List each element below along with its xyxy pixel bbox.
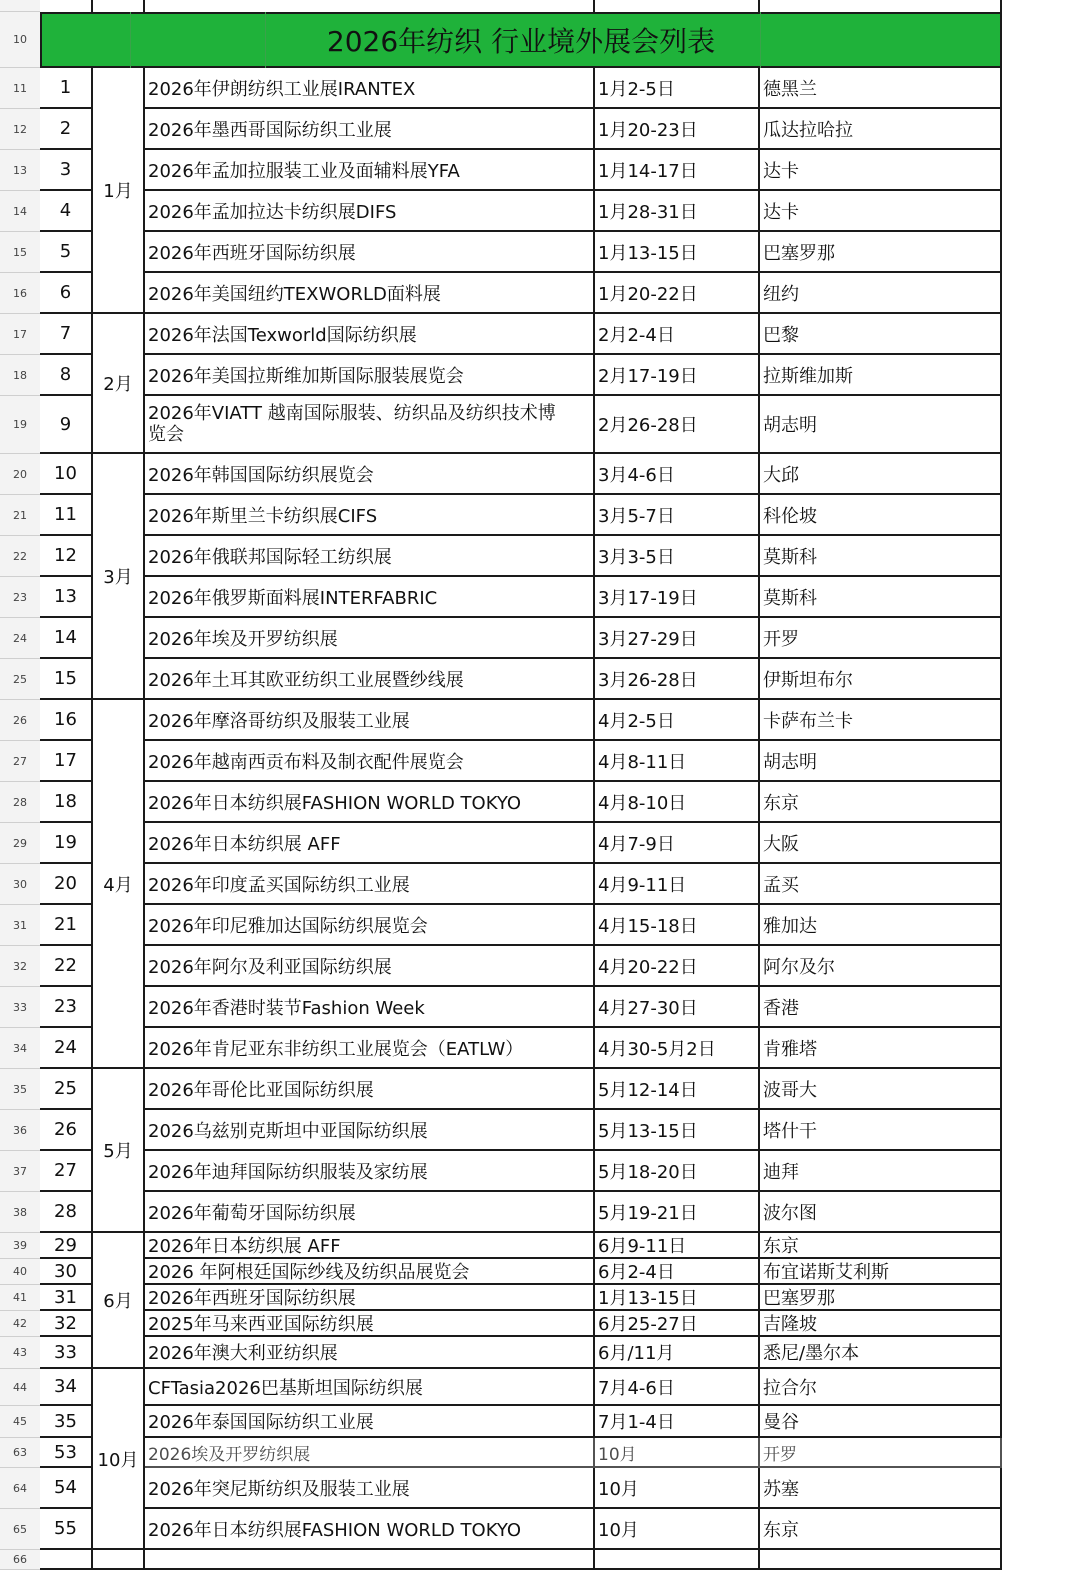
- sheet-title-text: 2026年纺织 行业境外展会列表: [326, 25, 716, 58]
- cell-date[interactable]: 2月26-28日: [595, 396, 760, 454]
- cell-city[interactable]: 开罗: [760, 618, 1002, 659]
- cell-exhibition-name[interactable]: 2026年VIATT 越南国际服装、纺织品及纺织技术博览会: [145, 396, 595, 454]
- row-header[interactable]: 32: [0, 946, 40, 987]
- row-header[interactable]: 23: [0, 577, 40, 618]
- cell-city[interactable]: 曼谷: [760, 1406, 1002, 1438]
- cell-date[interactable]: 3月17-19日: [595, 577, 760, 618]
- row-header[interactable]: 28: [0, 782, 40, 823]
- row-header[interactable]: 14: [0, 191, 40, 232]
- month-cell[interactable]: 3月: [93, 454, 145, 700]
- cell-exhibition-name[interactable]: 2026乌兹别克斯坦中亚国际纺织展: [145, 1110, 595, 1151]
- cell-index[interactable]: 26: [40, 1110, 93, 1151]
- cell-date[interactable]: 1月14-17日: [595, 150, 760, 191]
- cell-date[interactable]: 5月13-15日: [595, 1110, 760, 1151]
- cell-index[interactable]: 6: [40, 273, 93, 314]
- cell-index[interactable]: 53: [40, 1438, 93, 1468]
- cell-date[interactable]: 3月3-5日: [595, 536, 760, 577]
- cell-index[interactable]: 18: [40, 782, 93, 823]
- cell-exhibition-name[interactable]: [145, 1550, 595, 1570]
- cell-city[interactable]: 科伦坡: [760, 495, 1002, 536]
- cell-city[interactable]: 香港: [760, 987, 1002, 1028]
- cell-exhibition-name[interactable]: 2026年日本纺织展 AFF: [145, 1233, 595, 1259]
- cell-index[interactable]: 28: [40, 1192, 93, 1233]
- row-header[interactable]: 34: [0, 1028, 40, 1069]
- cell-exhibition-name[interactable]: 2026年肯尼亚东非纺织工业展览会（EATLW）: [145, 1028, 595, 1069]
- cell-city[interactable]: 莫斯科: [760, 577, 1002, 618]
- row-header[interactable]: 37: [0, 1151, 40, 1192]
- row-header[interactable]: 11: [0, 68, 40, 109]
- top-strip-cell[interactable]: [93, 0, 145, 12]
- cell-date[interactable]: 1月13-15日: [595, 1285, 760, 1311]
- month-cell[interactable]: 4月: [93, 700, 145, 1069]
- row-header[interactable]: 18: [0, 355, 40, 396]
- cell-exhibition-name[interactable]: 2026年香港时装节Fashion Week: [145, 987, 595, 1028]
- cell-exhibition-name[interactable]: 2026年美国纽约TEXWORLD面料展: [145, 273, 595, 314]
- cell-date[interactable]: 3月5-7日: [595, 495, 760, 536]
- cell-date[interactable]: 4月30-5月2日: [595, 1028, 760, 1069]
- cell-date[interactable]: 7月1-4日: [595, 1406, 760, 1438]
- row-header[interactable]: 19: [0, 396, 40, 454]
- cell-index[interactable]: 13: [40, 577, 93, 618]
- row-header[interactable]: 12: [0, 109, 40, 150]
- cell-index[interactable]: 55: [40, 1509, 93, 1550]
- cell-date[interactable]: 6月25-27日: [595, 1311, 760, 1337]
- cell-index[interactable]: 1: [40, 68, 93, 109]
- cell-date[interactable]: 6月/11月: [595, 1337, 760, 1369]
- cell-exhibition-name[interactable]: 2026年葡萄牙国际纺织展: [145, 1192, 595, 1233]
- cell-index[interactable]: 24: [40, 1028, 93, 1069]
- cell-city[interactable]: 大邱: [760, 454, 1002, 495]
- cell-exhibition-name[interactable]: 2026年越南西贡布料及制衣配件展览会: [145, 741, 595, 782]
- top-strip-cell[interactable]: [40, 0, 93, 12]
- cell-city[interactable]: 雅加达: [760, 905, 1002, 946]
- cell-city[interactable]: 达卡: [760, 191, 1002, 232]
- row-header[interactable]: 24: [0, 618, 40, 659]
- cell-exhibition-name[interactable]: 2026年摩洛哥纺织及服装工业展: [145, 700, 595, 741]
- month-cell[interactable]: 5月: [93, 1069, 145, 1233]
- cell-exhibition-name[interactable]: 2026年墨西哥国际纺织工业展: [145, 109, 595, 150]
- month-cell[interactable]: 1月: [93, 68, 145, 314]
- cell-index[interactable]: 5: [40, 232, 93, 273]
- cell-exhibition-name[interactable]: 2026年俄联邦国际轻工纺织展: [145, 536, 595, 577]
- cell-date[interactable]: 4月20-22日: [595, 946, 760, 987]
- row-header[interactable]: 20: [0, 454, 40, 495]
- cell-date[interactable]: 10月: [595, 1509, 760, 1550]
- cell-empty-month[interactable]: [93, 1550, 145, 1570]
- cell-index[interactable]: [40, 1550, 93, 1570]
- row-header[interactable]: 13: [0, 150, 40, 191]
- cell-city[interactable]: 布宜诺斯艾利斯: [760, 1259, 1002, 1285]
- cell-exhibition-name[interactable]: 2026年突尼斯纺织及服装工业展: [145, 1468, 595, 1509]
- cell-date[interactable]: 1月13-15日: [595, 232, 760, 273]
- cell-exhibition-name[interactable]: 2026年孟加拉达卡纺织展DIFS: [145, 191, 595, 232]
- cell-city[interactable]: 莫斯科: [760, 536, 1002, 577]
- cell-exhibition-name[interactable]: 2026年西班牙国际纺织展: [145, 232, 595, 273]
- row-header[interactable]: 65: [0, 1509, 40, 1550]
- cell-date[interactable]: 1月20-22日: [595, 273, 760, 314]
- cell-index[interactable]: 21: [40, 905, 93, 946]
- row-header[interactable]: 45: [0, 1406, 40, 1438]
- cell-exhibition-name[interactable]: 2026年日本纺织展 AFF: [145, 823, 595, 864]
- cell-exhibition-name[interactable]: 2026埃及开罗纺织展: [145, 1438, 595, 1468]
- cell-index[interactable]: 30: [40, 1259, 93, 1285]
- cell-exhibition-name[interactable]: 2026 年阿根廷国际纱线及纺织品展览会: [145, 1259, 595, 1285]
- cell-index[interactable]: 25: [40, 1069, 93, 1110]
- row-header[interactable]: 36: [0, 1110, 40, 1151]
- row-header[interactable]: 41: [0, 1285, 40, 1311]
- cell-exhibition-name[interactable]: 2026年俄罗斯面料展INTERFABRIC: [145, 577, 595, 618]
- cell-exhibition-name[interactable]: 2026年伊朗纺织工业展IRANTEX: [145, 68, 595, 109]
- cell-index[interactable]: 54: [40, 1468, 93, 1509]
- row-header[interactable]: 64: [0, 1468, 40, 1509]
- cell-exhibition-name[interactable]: 2026年孟加拉服装工业及面辅料展YFA: [145, 150, 595, 191]
- cell-index[interactable]: 20: [40, 864, 93, 905]
- cell-date[interactable]: 4月27-30日: [595, 987, 760, 1028]
- cell-date[interactable]: 4月8-11日: [595, 741, 760, 782]
- cell-city[interactable]: 巴塞罗那: [760, 1285, 1002, 1311]
- cell-exhibition-name[interactable]: 2026年迪拜国际纺织服装及家纺展: [145, 1151, 595, 1192]
- cell-city[interactable]: 阿尔及尔: [760, 946, 1002, 987]
- cell-city[interactable]: 波尔图: [760, 1192, 1002, 1233]
- cell-index[interactable]: 22: [40, 946, 93, 987]
- cell-exhibition-name[interactable]: 2026年西班牙国际纺织展: [145, 1285, 595, 1311]
- cell-city[interactable]: [760, 1550, 1002, 1570]
- cell-index[interactable]: 35: [40, 1406, 93, 1438]
- cell-exhibition-name[interactable]: 2026年日本纺织展FASHION WORLD TOKYO: [145, 782, 595, 823]
- cell-exhibition-name[interactable]: 2025年马来西亚国际纺织展: [145, 1311, 595, 1337]
- row-header[interactable]: 40: [0, 1259, 40, 1285]
- cell-index[interactable]: 10: [40, 454, 93, 495]
- sheet-title[interactable]: [40, 12, 1002, 68]
- cell-city[interactable]: 东京: [760, 1233, 1002, 1259]
- cell-exhibition-name[interactable]: 2026年美国拉斯维加斯国际服装展览会: [145, 355, 595, 396]
- top-strip-cell[interactable]: [760, 0, 1002, 12]
- row-header-top[interactable]: [0, 0, 40, 12]
- cell-city[interactable]: 迪拜: [760, 1151, 1002, 1192]
- title-gridline: [760, 12, 761, 68]
- row-header[interactable]: 29: [0, 823, 40, 864]
- cell-date[interactable]: 3月26-28日: [595, 659, 760, 700]
- cell-exhibition-name[interactable]: 2026年哥伦比亚国际纺织展: [145, 1069, 595, 1110]
- cell-city[interactable]: 卡萨布兰卡: [760, 700, 1002, 741]
- cell-index[interactable]: 23: [40, 987, 93, 1028]
- cell-exhibition-name[interactable]: 2026年阿尔及利亚国际纺织展: [145, 946, 595, 987]
- cell-exhibition-name[interactable]: 2026年韩国国际纺织展览会: [145, 454, 595, 495]
- title-gridline: [130, 12, 131, 68]
- cell-city[interactable]: 吉隆坡: [760, 1311, 1002, 1337]
- row-header[interactable]: 43: [0, 1337, 40, 1369]
- cell-index[interactable]: 34: [40, 1369, 93, 1406]
- cell-date[interactable]: 5月18-20日: [595, 1151, 760, 1192]
- cell-city[interactable]: 东京: [760, 782, 1002, 823]
- cell-index[interactable]: 33: [40, 1337, 93, 1369]
- cell-index[interactable]: 32: [40, 1311, 93, 1337]
- row-header[interactable]: 22: [0, 536, 40, 577]
- cell-index[interactable]: 19: [40, 823, 93, 864]
- cell-index[interactable]: 31: [40, 1285, 93, 1311]
- row-header[interactable]: 21: [0, 495, 40, 536]
- cell-city[interactable]: 胡志明: [760, 741, 1002, 782]
- cell-date[interactable]: 6月9-11日: [595, 1233, 760, 1259]
- cell-city[interactable]: 塔什干: [760, 1110, 1002, 1151]
- cell-index[interactable]: 11: [40, 495, 93, 536]
- cell-index[interactable]: 14: [40, 618, 93, 659]
- cell-exhibition-name[interactable]: 2026年埃及开罗纺织展: [145, 618, 595, 659]
- top-strip-cell[interactable]: [145, 0, 595, 12]
- row-header[interactable]: 63: [0, 1438, 40, 1468]
- cell-exhibition-name[interactable]: 2026年澳大利亚纺织展: [145, 1337, 595, 1369]
- cell-city[interactable]: 悉尼/墨尔本: [760, 1337, 1002, 1369]
- cell-index[interactable]: 12: [40, 536, 93, 577]
- cell-index[interactable]: 2: [40, 109, 93, 150]
- month-cell[interactable]: 6月: [93, 1233, 145, 1369]
- cell-index[interactable]: 3: [40, 150, 93, 191]
- row-header[interactable]: 42: [0, 1311, 40, 1337]
- row-header[interactable]: 33: [0, 987, 40, 1028]
- cell-exhibition-name[interactable]: 2026年日本纺织展FASHION WORLD TOKYO: [145, 1509, 595, 1550]
- cell-index[interactable]: 29: [40, 1233, 93, 1259]
- cell-date[interactable]: 1月28-31日: [595, 191, 760, 232]
- cell-city[interactable]: 开罗: [760, 1438, 1002, 1468]
- cell-date[interactable]: 4月9-11日: [595, 864, 760, 905]
- row-header[interactable]: 44: [0, 1369, 40, 1406]
- cell-date[interactable]: 3月27-29日: [595, 618, 760, 659]
- cell-exhibition-name[interactable]: CFTasia2026巴基斯坦国际纺织展: [145, 1369, 595, 1406]
- cell-date[interactable]: 2月2-4日: [595, 314, 760, 355]
- cell-date[interactable]: 1月20-23日: [595, 109, 760, 150]
- title-gridline: [265, 12, 266, 68]
- cell-exhibition-name[interactable]: 2026年印尼雅加达国际纺织展览会: [145, 905, 595, 946]
- cell-date[interactable]: 10月: [595, 1438, 760, 1468]
- cell-index[interactable]: 15: [40, 659, 93, 700]
- row-header[interactable]: 17: [0, 314, 40, 355]
- cell-city[interactable]: 大阪: [760, 823, 1002, 864]
- cell-index[interactable]: 7: [40, 314, 93, 355]
- cell-city[interactable]: 拉斯维加斯: [760, 355, 1002, 396]
- cell-date[interactable]: 6月2-4日: [595, 1259, 760, 1285]
- cell-date[interactable]: 5月12-14日: [595, 1069, 760, 1110]
- cell-city[interactable]: 巴塞罗那: [760, 232, 1002, 273]
- cell-exhibition-name[interactable]: 2026年印度孟买国际纺织工业展: [145, 864, 595, 905]
- row-header-title[interactable]: 10: [0, 12, 40, 68]
- top-strip-cell[interactable]: [595, 0, 760, 12]
- cell-city[interactable]: 肯雅塔: [760, 1028, 1002, 1069]
- cell-exhibition-name[interactable]: 2026年泰国国际纺织工业展: [145, 1406, 595, 1438]
- cell-date[interactable]: 4月7-9日: [595, 823, 760, 864]
- row-header[interactable]: 38: [0, 1192, 40, 1233]
- row-header[interactable]: 66: [0, 1550, 40, 1570]
- cell-index[interactable]: 4: [40, 191, 93, 232]
- cell-date[interactable]: 1月2-5日: [595, 68, 760, 109]
- row-header[interactable]: 30: [0, 864, 40, 905]
- cell-city[interactable]: 东京: [760, 1509, 1002, 1550]
- cell-index[interactable]: 17: [40, 741, 93, 782]
- cell-index[interactable]: 16: [40, 700, 93, 741]
- row-header[interactable]: 15: [0, 232, 40, 273]
- row-header[interactable]: 27: [0, 741, 40, 782]
- row-header[interactable]: 39: [0, 1233, 40, 1259]
- month-cell[interactable]: 2月: [93, 314, 145, 454]
- cell-index[interactable]: 27: [40, 1151, 93, 1192]
- cell-date[interactable]: 2月17-19日: [595, 355, 760, 396]
- cell-city[interactable]: 苏塞: [760, 1468, 1002, 1509]
- cell-index[interactable]: 9: [40, 396, 93, 454]
- cell-city[interactable]: 孟买: [760, 864, 1002, 905]
- row-header[interactable]: 25: [0, 659, 40, 700]
- row-header[interactable]: 16: [0, 273, 40, 314]
- cell-date[interactable]: 4月8-10日: [595, 782, 760, 823]
- row-header[interactable]: 26: [0, 700, 40, 741]
- cell-date[interactable]: 4月2-5日: [595, 700, 760, 741]
- cell-city[interactable]: 瓜达拉哈拉: [760, 109, 1002, 150]
- cell-city[interactable]: 拉合尔: [760, 1369, 1002, 1406]
- cell-exhibition-name[interactable]: 2026年土耳其欧亚纺织工业展暨纱线展: [145, 659, 595, 700]
- cell-date[interactable]: 3月4-6日: [595, 454, 760, 495]
- month-cell[interactable]: 10月: [93, 1369, 145, 1550]
- row-header[interactable]: 35: [0, 1069, 40, 1110]
- cell-city[interactable]: 波哥大: [760, 1069, 1002, 1110]
- cell-date[interactable]: 5月19-21日: [595, 1192, 760, 1233]
- cell-date[interactable]: 4月15-18日: [595, 905, 760, 946]
- row-header[interactable]: 31: [0, 905, 40, 946]
- cell-exhibition-name[interactable]: 2026年斯里兰卡纺织展CIFS: [145, 495, 595, 536]
- cell-city[interactable]: 德黑兰: [760, 68, 1002, 109]
- cell-index[interactable]: 8: [40, 355, 93, 396]
- cell-date[interactable]: [595, 1550, 760, 1570]
- cell-city[interactable]: 胡志明: [760, 396, 1002, 454]
- cell-city[interactable]: 纽约: [760, 273, 1002, 314]
- cell-date[interactable]: 10月: [595, 1468, 760, 1509]
- cell-city[interactable]: 伊斯坦布尔: [760, 659, 1002, 700]
- cell-date[interactable]: 7月4-6日: [595, 1369, 760, 1406]
- cell-city[interactable]: 巴黎: [760, 314, 1002, 355]
- cell-exhibition-name[interactable]: 2026年法国Texworld国际纺织展: [145, 314, 595, 355]
- cell-city[interactable]: 达卡: [760, 150, 1002, 191]
